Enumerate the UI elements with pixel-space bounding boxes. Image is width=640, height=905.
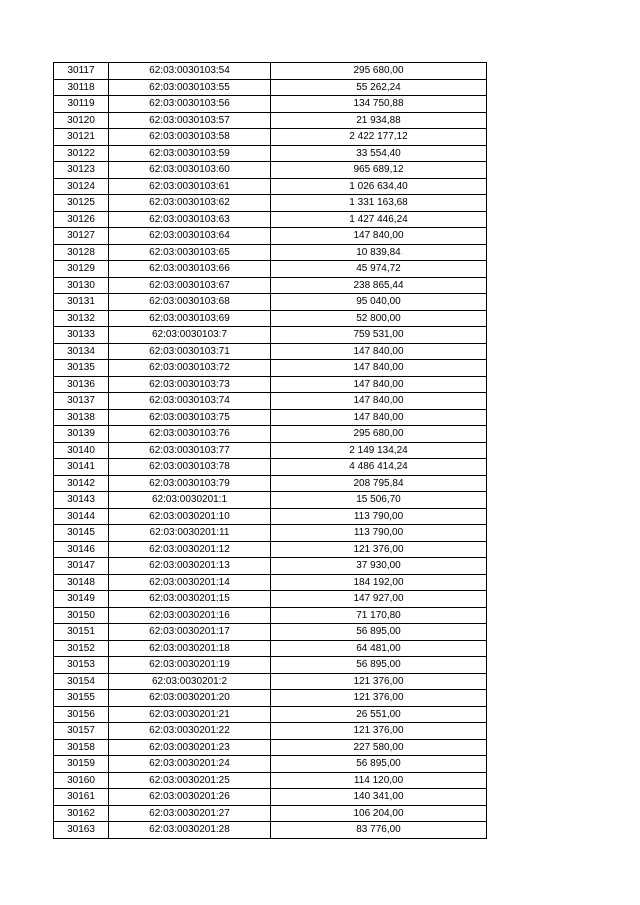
cadastral-number-cell: 62:03:0030103:65 bbox=[109, 244, 271, 261]
row-number-cell: 30123 bbox=[54, 162, 109, 179]
cadastral-number-cell: 62:03:0030103:69 bbox=[109, 310, 271, 327]
cadastral-number-cell: 62:03:0030201:12 bbox=[109, 541, 271, 558]
table-row bbox=[54, 607, 487, 624]
row-number-cell: 30126 bbox=[54, 211, 109, 228]
value-cell: 147 840,00 bbox=[271, 343, 487, 360]
value-cell: 147 840,00 bbox=[271, 360, 487, 377]
cadastral-number-cell: 62:03:0030103:74 bbox=[109, 393, 271, 410]
cadastral-number-cell: 62:03:0030201:25 bbox=[109, 772, 271, 789]
row-number-cell: 30136 bbox=[54, 376, 109, 393]
row-number-cell: 30161 bbox=[54, 789, 109, 806]
table-row bbox=[54, 459, 487, 476]
cadastral-number-cell: 62:03:0030103:77 bbox=[109, 442, 271, 459]
table-row bbox=[54, 525, 487, 542]
cadastral-number-cell: 62:03:0030201:28 bbox=[109, 822, 271, 839]
row-number-cell: 30142 bbox=[54, 475, 109, 492]
row-number-cell: 30158 bbox=[54, 739, 109, 756]
value-cell: 10 839,84 bbox=[271, 244, 487, 261]
row-number-cell: 30162 bbox=[54, 805, 109, 822]
value-cell: 1 026 634,40 bbox=[271, 178, 487, 195]
value-cell: 55 262,24 bbox=[271, 79, 487, 96]
cadastral-number-cell: 62:03:0030201:2 bbox=[109, 673, 271, 690]
value-cell: 147 840,00 bbox=[271, 393, 487, 410]
row-number-cell: 30150 bbox=[54, 607, 109, 624]
row-number-cell: 30157 bbox=[54, 723, 109, 740]
value-cell: 147 840,00 bbox=[271, 228, 487, 245]
row-number-cell: 30120 bbox=[54, 112, 109, 129]
value-cell: 965 689,12 bbox=[271, 162, 487, 179]
cadastral-number-cell: 62:03:0030201:27 bbox=[109, 805, 271, 822]
cadastral-number-cell: 62:03:0030103:62 bbox=[109, 195, 271, 212]
table-row bbox=[54, 211, 487, 228]
cadastral-number-cell: 62:03:0030103:78 bbox=[109, 459, 271, 476]
row-number-cell: 30133 bbox=[54, 327, 109, 344]
row-number-cell: 30148 bbox=[54, 574, 109, 591]
value-cell: 121 376,00 bbox=[271, 673, 487, 690]
table-row bbox=[54, 294, 487, 311]
value-cell: 33 554,40 bbox=[271, 145, 487, 162]
table-row bbox=[54, 723, 487, 740]
value-cell: 56 895,00 bbox=[271, 657, 487, 674]
table-row bbox=[54, 244, 487, 261]
row-number-cell: 30156 bbox=[54, 706, 109, 723]
cadastral-number-cell: 62:03:0030103:73 bbox=[109, 376, 271, 393]
value-cell: 2 422 177,12 bbox=[271, 129, 487, 146]
cadastral-number-cell: 62:03:0030103:64 bbox=[109, 228, 271, 245]
row-number-cell: 30128 bbox=[54, 244, 109, 261]
row-number-cell: 30137 bbox=[54, 393, 109, 410]
row-number-cell: 30138 bbox=[54, 409, 109, 426]
table-row bbox=[54, 706, 487, 723]
cadastral-number-cell: 62:03:0030201:14 bbox=[109, 574, 271, 591]
row-number-cell: 30140 bbox=[54, 442, 109, 459]
row-number-cell: 30159 bbox=[54, 756, 109, 773]
row-number-cell: 30151 bbox=[54, 624, 109, 641]
value-cell: 83 776,00 bbox=[271, 822, 487, 839]
cadastral-number-cell: 62:03:0030103:57 bbox=[109, 112, 271, 129]
cadastral-number-cell: 62:03:0030103:58 bbox=[109, 129, 271, 146]
table-row bbox=[54, 574, 487, 591]
value-cell: 295 680,00 bbox=[271, 63, 487, 80]
value-cell: 95 040,00 bbox=[271, 294, 487, 311]
cadastral-number-cell: 62:03:0030201:1 bbox=[109, 492, 271, 509]
cadastral-number-cell: 62:03:0030201:22 bbox=[109, 723, 271, 740]
value-cell: 295 680,00 bbox=[271, 426, 487, 443]
table-row bbox=[54, 393, 487, 410]
table-row bbox=[54, 541, 487, 558]
table-row bbox=[54, 756, 487, 773]
value-cell: 759 531,00 bbox=[271, 327, 487, 344]
table-row bbox=[54, 360, 487, 377]
cadastral-number-cell: 62:03:0030201:15 bbox=[109, 591, 271, 608]
row-number-cell: 30119 bbox=[54, 96, 109, 113]
value-cell: 1 427 446,24 bbox=[271, 211, 487, 228]
value-cell: 114 120,00 bbox=[271, 772, 487, 789]
row-number-cell: 30135 bbox=[54, 360, 109, 377]
row-number-cell: 30118 bbox=[54, 79, 109, 96]
row-number-cell: 30146 bbox=[54, 541, 109, 558]
cadastral-number-cell: 62:03:0030201:16 bbox=[109, 607, 271, 624]
value-cell: 140 341,00 bbox=[271, 789, 487, 806]
cadastral-number-cell: 62:03:0030201:20 bbox=[109, 690, 271, 707]
cadastral-number-cell: 62:03:0030201:23 bbox=[109, 739, 271, 756]
table-row bbox=[54, 624, 487, 641]
table-row bbox=[54, 789, 487, 806]
row-number-cell: 30130 bbox=[54, 277, 109, 294]
cadastral-number-cell: 62:03:0030103:72 bbox=[109, 360, 271, 377]
row-number-cell: 30124 bbox=[54, 178, 109, 195]
table-row bbox=[54, 145, 487, 162]
cadastral-number-cell: 62:03:0030201:21 bbox=[109, 706, 271, 723]
value-cell: 121 376,00 bbox=[271, 541, 487, 558]
cadastral-number-cell: 62:03:0030201:13 bbox=[109, 558, 271, 575]
value-cell: 26 551,00 bbox=[271, 706, 487, 723]
row-number-cell: 30160 bbox=[54, 772, 109, 789]
value-cell: 147 840,00 bbox=[271, 376, 487, 393]
cadastral-value-table bbox=[53, 62, 487, 839]
table-row bbox=[54, 640, 487, 657]
value-cell: 1 331 163,68 bbox=[271, 195, 487, 212]
value-cell: 106 204,00 bbox=[271, 805, 487, 822]
table-row bbox=[54, 112, 487, 129]
row-number-cell: 30145 bbox=[54, 525, 109, 542]
table-row bbox=[54, 772, 487, 789]
value-cell: 121 376,00 bbox=[271, 723, 487, 740]
value-cell: 71 170,80 bbox=[271, 607, 487, 624]
value-cell: 56 895,00 bbox=[271, 624, 487, 641]
table-row bbox=[54, 690, 487, 707]
cadastral-number-cell: 62:03:0030103:63 bbox=[109, 211, 271, 228]
value-cell: 37 930,00 bbox=[271, 558, 487, 575]
table-row bbox=[54, 508, 487, 525]
value-cell: 238 865,44 bbox=[271, 277, 487, 294]
table-row bbox=[54, 409, 487, 426]
table-row bbox=[54, 327, 487, 344]
row-number-cell: 30147 bbox=[54, 558, 109, 575]
value-cell: 184 192,00 bbox=[271, 574, 487, 591]
value-cell: 208 795,84 bbox=[271, 475, 487, 492]
row-number-cell: 30155 bbox=[54, 690, 109, 707]
row-number-cell: 30131 bbox=[54, 294, 109, 311]
value-cell: 113 790,00 bbox=[271, 525, 487, 542]
cadastral-number-cell: 62:03:0030103:71 bbox=[109, 343, 271, 360]
cadastral-number-cell: 62:03:0030103:67 bbox=[109, 277, 271, 294]
row-number-cell: 30144 bbox=[54, 508, 109, 525]
row-number-cell: 30149 bbox=[54, 591, 109, 608]
cadastral-number-cell: 62:03:0030103:60 bbox=[109, 162, 271, 179]
cadastral-number-cell: 62:03:0030103:7 bbox=[109, 327, 271, 344]
table-row bbox=[54, 228, 487, 245]
table-row bbox=[54, 591, 487, 608]
value-cell: 56 895,00 bbox=[271, 756, 487, 773]
table-row bbox=[54, 475, 487, 492]
value-cell: 147 927,00 bbox=[271, 591, 487, 608]
row-number-cell: 30129 bbox=[54, 261, 109, 278]
row-number-cell: 30132 bbox=[54, 310, 109, 327]
cadastral-number-cell: 62:03:0030103:59 bbox=[109, 145, 271, 162]
table-row bbox=[54, 63, 487, 80]
table-row bbox=[54, 96, 487, 113]
table-row bbox=[54, 822, 487, 839]
cadastral-number-cell: 62:03:0030103:68 bbox=[109, 294, 271, 311]
row-number-cell: 30134 bbox=[54, 343, 109, 360]
row-number-cell: 30141 bbox=[54, 459, 109, 476]
cadastral-number-cell: 62:03:0030103:61 bbox=[109, 178, 271, 195]
row-number-cell: 30117 bbox=[54, 63, 109, 80]
value-cell: 121 376,00 bbox=[271, 690, 487, 707]
table-row bbox=[54, 657, 487, 674]
row-number-cell: 30143 bbox=[54, 492, 109, 509]
value-cell: 227 580,00 bbox=[271, 739, 487, 756]
value-cell: 64 481,00 bbox=[271, 640, 487, 657]
row-number-cell: 30125 bbox=[54, 195, 109, 212]
cadastral-number-cell: 62:03:0030201:24 bbox=[109, 756, 271, 773]
cadastral-number-cell: 62:03:0030103:75 bbox=[109, 409, 271, 426]
cadastral-number-cell: 62:03:0030103:56 bbox=[109, 96, 271, 113]
table-row bbox=[54, 673, 487, 690]
row-number-cell: 30154 bbox=[54, 673, 109, 690]
cadastral-number-cell: 62:03:0030103:79 bbox=[109, 475, 271, 492]
table-row bbox=[54, 805, 487, 822]
row-number-cell: 30163 bbox=[54, 822, 109, 839]
row-number-cell: 30121 bbox=[54, 129, 109, 146]
cadastral-number-cell: 62:03:0030201:10 bbox=[109, 508, 271, 525]
table-row bbox=[54, 129, 487, 146]
table-row bbox=[54, 310, 487, 327]
value-cell: 147 840,00 bbox=[271, 409, 487, 426]
table-row bbox=[54, 558, 487, 575]
table-body bbox=[54, 63, 487, 839]
cadastral-number-cell: 62:03:0030201:26 bbox=[109, 789, 271, 806]
row-number-cell: 30152 bbox=[54, 640, 109, 657]
value-cell: 52 800,00 bbox=[271, 310, 487, 327]
cadastral-number-cell: 62:03:0030103:66 bbox=[109, 261, 271, 278]
cadastral-number-cell: 62:03:0030103:54 bbox=[109, 63, 271, 80]
row-number-cell: 30139 bbox=[54, 426, 109, 443]
value-cell: 15 506,70 bbox=[271, 492, 487, 509]
cadastral-number-cell: 62:03:0030103:55 bbox=[109, 79, 271, 96]
table-row bbox=[54, 739, 487, 756]
row-number-cell: 30122 bbox=[54, 145, 109, 162]
cadastral-number-cell: 62:03:0030103:76 bbox=[109, 426, 271, 443]
table-row bbox=[54, 376, 487, 393]
row-number-cell: 30127 bbox=[54, 228, 109, 245]
cadastral-number-cell: 62:03:0030201:18 bbox=[109, 640, 271, 657]
value-cell: 4 486 414,24 bbox=[271, 459, 487, 476]
table-row bbox=[54, 343, 487, 360]
table-row bbox=[54, 178, 487, 195]
row-number-cell: 30153 bbox=[54, 657, 109, 674]
value-cell: 113 790,00 bbox=[271, 508, 487, 525]
table-row bbox=[54, 261, 487, 278]
value-cell: 45 974,72 bbox=[271, 261, 487, 278]
table-row bbox=[54, 79, 487, 96]
table-row bbox=[54, 277, 487, 294]
value-cell: 2 149 134,24 bbox=[271, 442, 487, 459]
value-cell: 134 750,88 bbox=[271, 96, 487, 113]
cadastral-number-cell: 62:03:0030201:19 bbox=[109, 657, 271, 674]
table-row bbox=[54, 442, 487, 459]
table-row bbox=[54, 426, 487, 443]
table-row bbox=[54, 195, 487, 212]
value-cell: 21 934,88 bbox=[271, 112, 487, 129]
cadastral-number-cell: 62:03:0030201:17 bbox=[109, 624, 271, 641]
cadastral-number-cell: 62:03:0030201:11 bbox=[109, 525, 271, 542]
table-row bbox=[54, 492, 487, 509]
table-row bbox=[54, 162, 487, 179]
